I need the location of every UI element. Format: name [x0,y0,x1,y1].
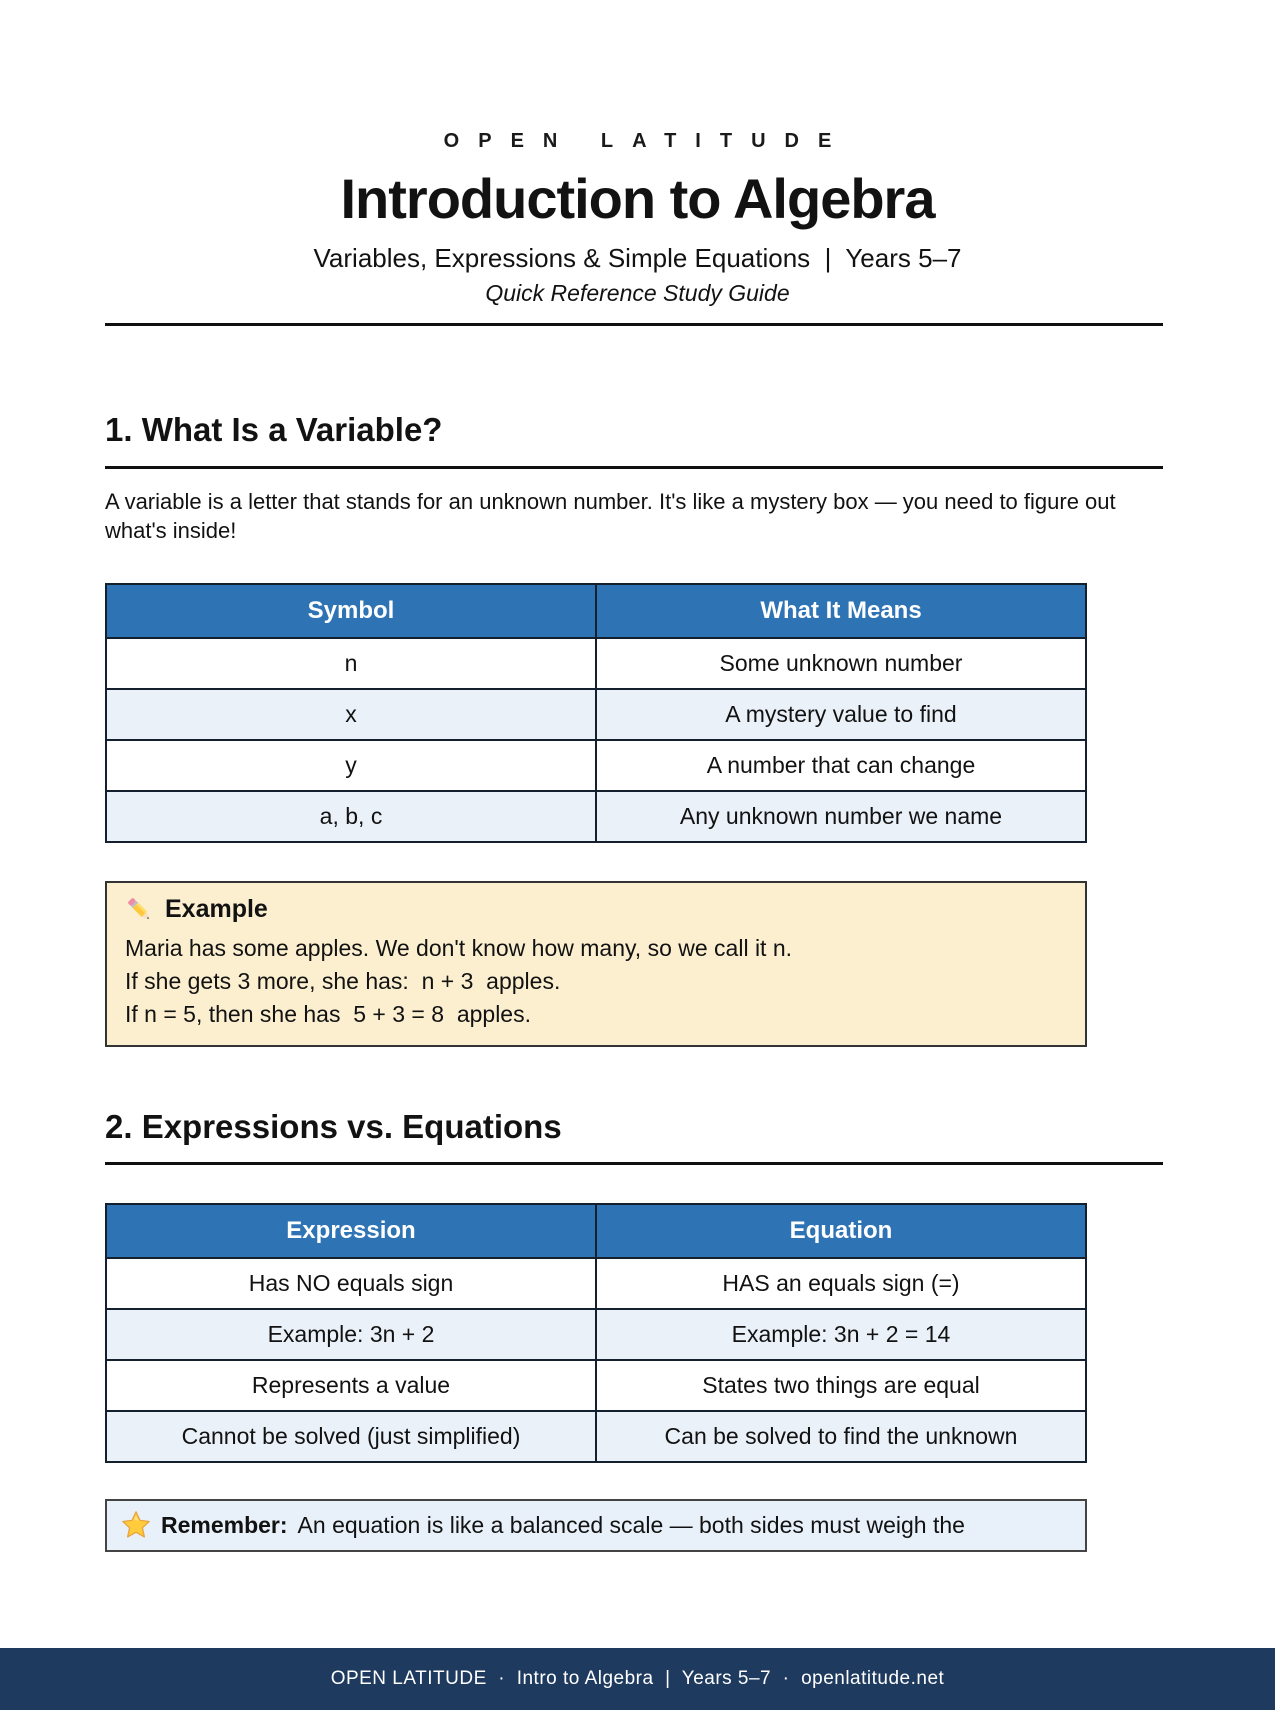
example-line: If n = 5, then she has 5 + 3 = 8 apples. [125,1000,531,1027]
comparison-table-header-equation: Equation [596,1204,1086,1258]
remember-label: Remember: [161,1511,288,1538]
table-row [106,638,1086,689]
section-what-is-a-variable [105,412,1163,1046]
table-cell: A number that can change [596,740,1086,791]
table-row [106,1258,1086,1309]
comparison-table [105,1203,1087,1463]
brand-name: OPEN LATITUDE [443,130,851,152]
doc-subtitle: Variables, Expressions & Simple Equations | Years 5–7 [313,243,962,274]
section1-divider [105,466,1163,469]
section1-heading: 1. What Is a Variable? [105,411,443,449]
doc-tagline: Quick Reference Study Guide [485,280,790,307]
table-cell: a, b, c [106,791,596,842]
table-row [106,740,1086,791]
doc-footer [0,1648,1275,1710]
table-cell: Some unknown number [596,638,1086,689]
comparison-table-header-expression: Expression [106,1204,596,1258]
table-row [106,1360,1086,1411]
symbols-table-header-symbol: Symbol [106,584,596,638]
star-icon [121,1510,151,1540]
table-row [106,689,1086,740]
table-cell: Cannot be solved (just simplified) [106,1411,596,1462]
table-cell: Can be solved to find the unknown [596,1411,1086,1462]
table-cell: n [106,638,596,689]
section1-intro-text: A variable is a letter that stands for an unknown number. It's like a mystery box — you need to figure out what's inside! [105,488,1116,543]
example-line: Maria has some apples. We don't know how many, so we call it n. [125,934,793,961]
remember-box [105,1499,1087,1552]
symbols-table [105,583,1087,843]
table-cell: A mystery value to find [596,689,1086,740]
table-cell: Any unknown number we name [596,791,1086,842]
symbols-table-header-row [106,584,1086,638]
table-cell: x [106,689,596,740]
content-column [105,412,1163,1552]
section-expressions-vs-equations [105,1109,1163,1552]
table-row [106,1309,1086,1360]
comparison-table-header-row [106,1204,1086,1258]
table-cell: Example: 3n + 2 = 14 [596,1309,1086,1360]
table-row [106,1411,1086,1462]
page-title: Introduction to Algebra [340,167,935,230]
header-divider [105,323,1163,326]
table-cell: y [106,740,596,791]
table-cell: Has NO equals sign [106,1258,596,1309]
footer-text: OPEN LATITUDE · Intro to Algebra | Years 5–7 · openlatitude.net [330,1668,945,1689]
table-row [106,791,1086,842]
section2-divider [105,1162,1163,1165]
table-cell: Example: 3n + 2 [106,1309,596,1360]
symbols-table-header-meaning: What It Means [596,584,1086,638]
doc-header [0,0,1275,307]
remember-text: An equation is like a balanced scale — both sides must weigh the [297,1511,965,1538]
example-line: If she gets 3 more, she has: n + 3 apples. [125,967,561,994]
example-title: Example [165,895,268,924]
example-box-header [125,895,1067,925]
table-cell: States two things are equal [596,1360,1086,1411]
section2-heading: 2. Expressions vs. Equations [105,1107,562,1145]
table-cell: HAS an equals sign (=) [596,1258,1086,1309]
pencil-icon [125,895,155,925]
example-box [105,881,1087,1047]
table-cell: Represents a value [106,1360,596,1411]
